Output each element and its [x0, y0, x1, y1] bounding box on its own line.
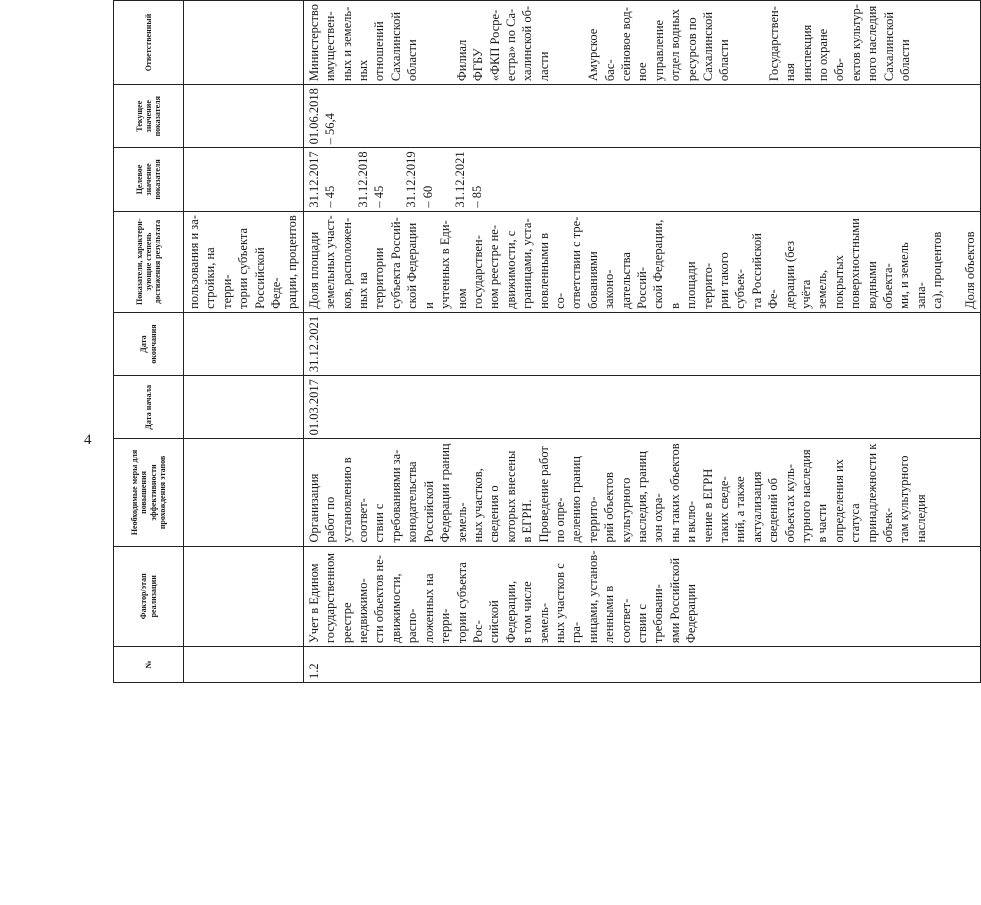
row-target-values [303, 148, 980, 211]
header-target-value: Целевое значение показателя [114, 148, 184, 211]
cont-indicator: пользования и за- стройки, на терри- тории субъекта Российской Феде- рации, процентов [184, 211, 304, 312]
indicator-land-share: Доля площади земельных участ- ков, расположен- ных на территории субъекта Россий- ской Федерации и учтенных в Еди- ном государствен- ном реестре не- движимости, с границами, уста- новленными в со- ответствии с тре- бованиями законо- дательства Россий- ской Федерации, в площади террито- рии такого субъек- та Российской Фе- дерации (без учёта земель, покрытых поверхностными водными объекта- ми, и земель запа- са), процентов [306, 215, 945, 309]
cont-num [184, 647, 304, 683]
header-responsible: Ответственный [114, 1, 184, 85]
target-2019: 31.12.2019 – 60 [404, 151, 435, 208]
target-2021: 31.12.2021 – 85 [453, 151, 484, 208]
row-end-date: 31.12.2021 [303, 312, 980, 375]
target-2017: 31.12.2017 – 45 [306, 151, 338, 208]
header-current-value: Текущее значение показателя [114, 85, 184, 148]
responsible-water-authority: Амурское бас- сейновое вод- ное управление отдел водных ресурсов по Сахалинской области [586, 7, 732, 82]
header-measures: Необходимые меры для повышения эффективности прохождения этапов [114, 439, 184, 546]
header-end-date: Дата окончания [114, 312, 184, 375]
row-num: 1.2 [303, 647, 980, 683]
indicator-objects-share: Доля объектов [962, 231, 977, 309]
table-header-row [114, 1, 184, 683]
row-indicator [303, 211, 980, 312]
header-num: № [114, 647, 184, 683]
measures-table [113, 0, 981, 683]
responsible-heritage-inspection: Государствен- ная инспекция по охране объ- ектов культур- ного наследия Сахалинской области [766, 4, 913, 82]
cont-current [184, 85, 304, 148]
cont-start [184, 376, 304, 439]
header-factor: Фактор/этап реализации [114, 546, 184, 647]
cont-target [184, 148, 304, 211]
cont-responsible [184, 1, 304, 85]
row-responsible [303, 1, 980, 85]
table-row-1-2 [303, 1, 980, 683]
page-number: 4 [84, 432, 92, 448]
header-start-date: Дата начала [114, 376, 184, 439]
row-measures: Организация работ по установлению в соответ- ствии с требованиями за- конодательства Российской Федерации границ земель- ных участков, сведения о которых внесены в ЕГРН. Проведение работ по опре- делению границ террито- рий объектов культурного наследия, границ зон охра- ны таких объектов и вклю- чение в ЕГРН таких сведе- ний, а также актуализация сведений об объектах куль- турного наследия в части определения их статуса принадлежности к объек- там культурного наследия [303, 439, 980, 546]
cont-factor [184, 546, 304, 647]
row-start-date: 01.03.2017 [303, 376, 980, 439]
header-indicator: Показатели, характери- зующие степень достижения результата [114, 211, 184, 312]
table-row-continuation [184, 1, 304, 683]
responsible-rosreestr: Филиал ФГБУ «ФКП Росре- естра» по Са- халинской об- ласти [454, 5, 551, 82]
target-2018: 31.12.2018 – 45 [355, 151, 387, 208]
cont-end [184, 312, 304, 375]
cont-measures [184, 439, 304, 546]
responsible-ministry: Министерство имуществен- ных и земель- ных отношений Сахалинской области [306, 4, 420, 82]
row-current-value: 01.06.2018 – 56,4 [303, 85, 980, 148]
row-factor: Учет в Едином государственном реестре недвижимо- сти объектов не- движимости, распо- ложенных на терри- тории субъекта Рос- сийской Федерации, в том числе земель- ных участков с гра- ницами, установ- ленными в соответ- ствии с требовани- ями Российской Федерации [303, 546, 980, 647]
